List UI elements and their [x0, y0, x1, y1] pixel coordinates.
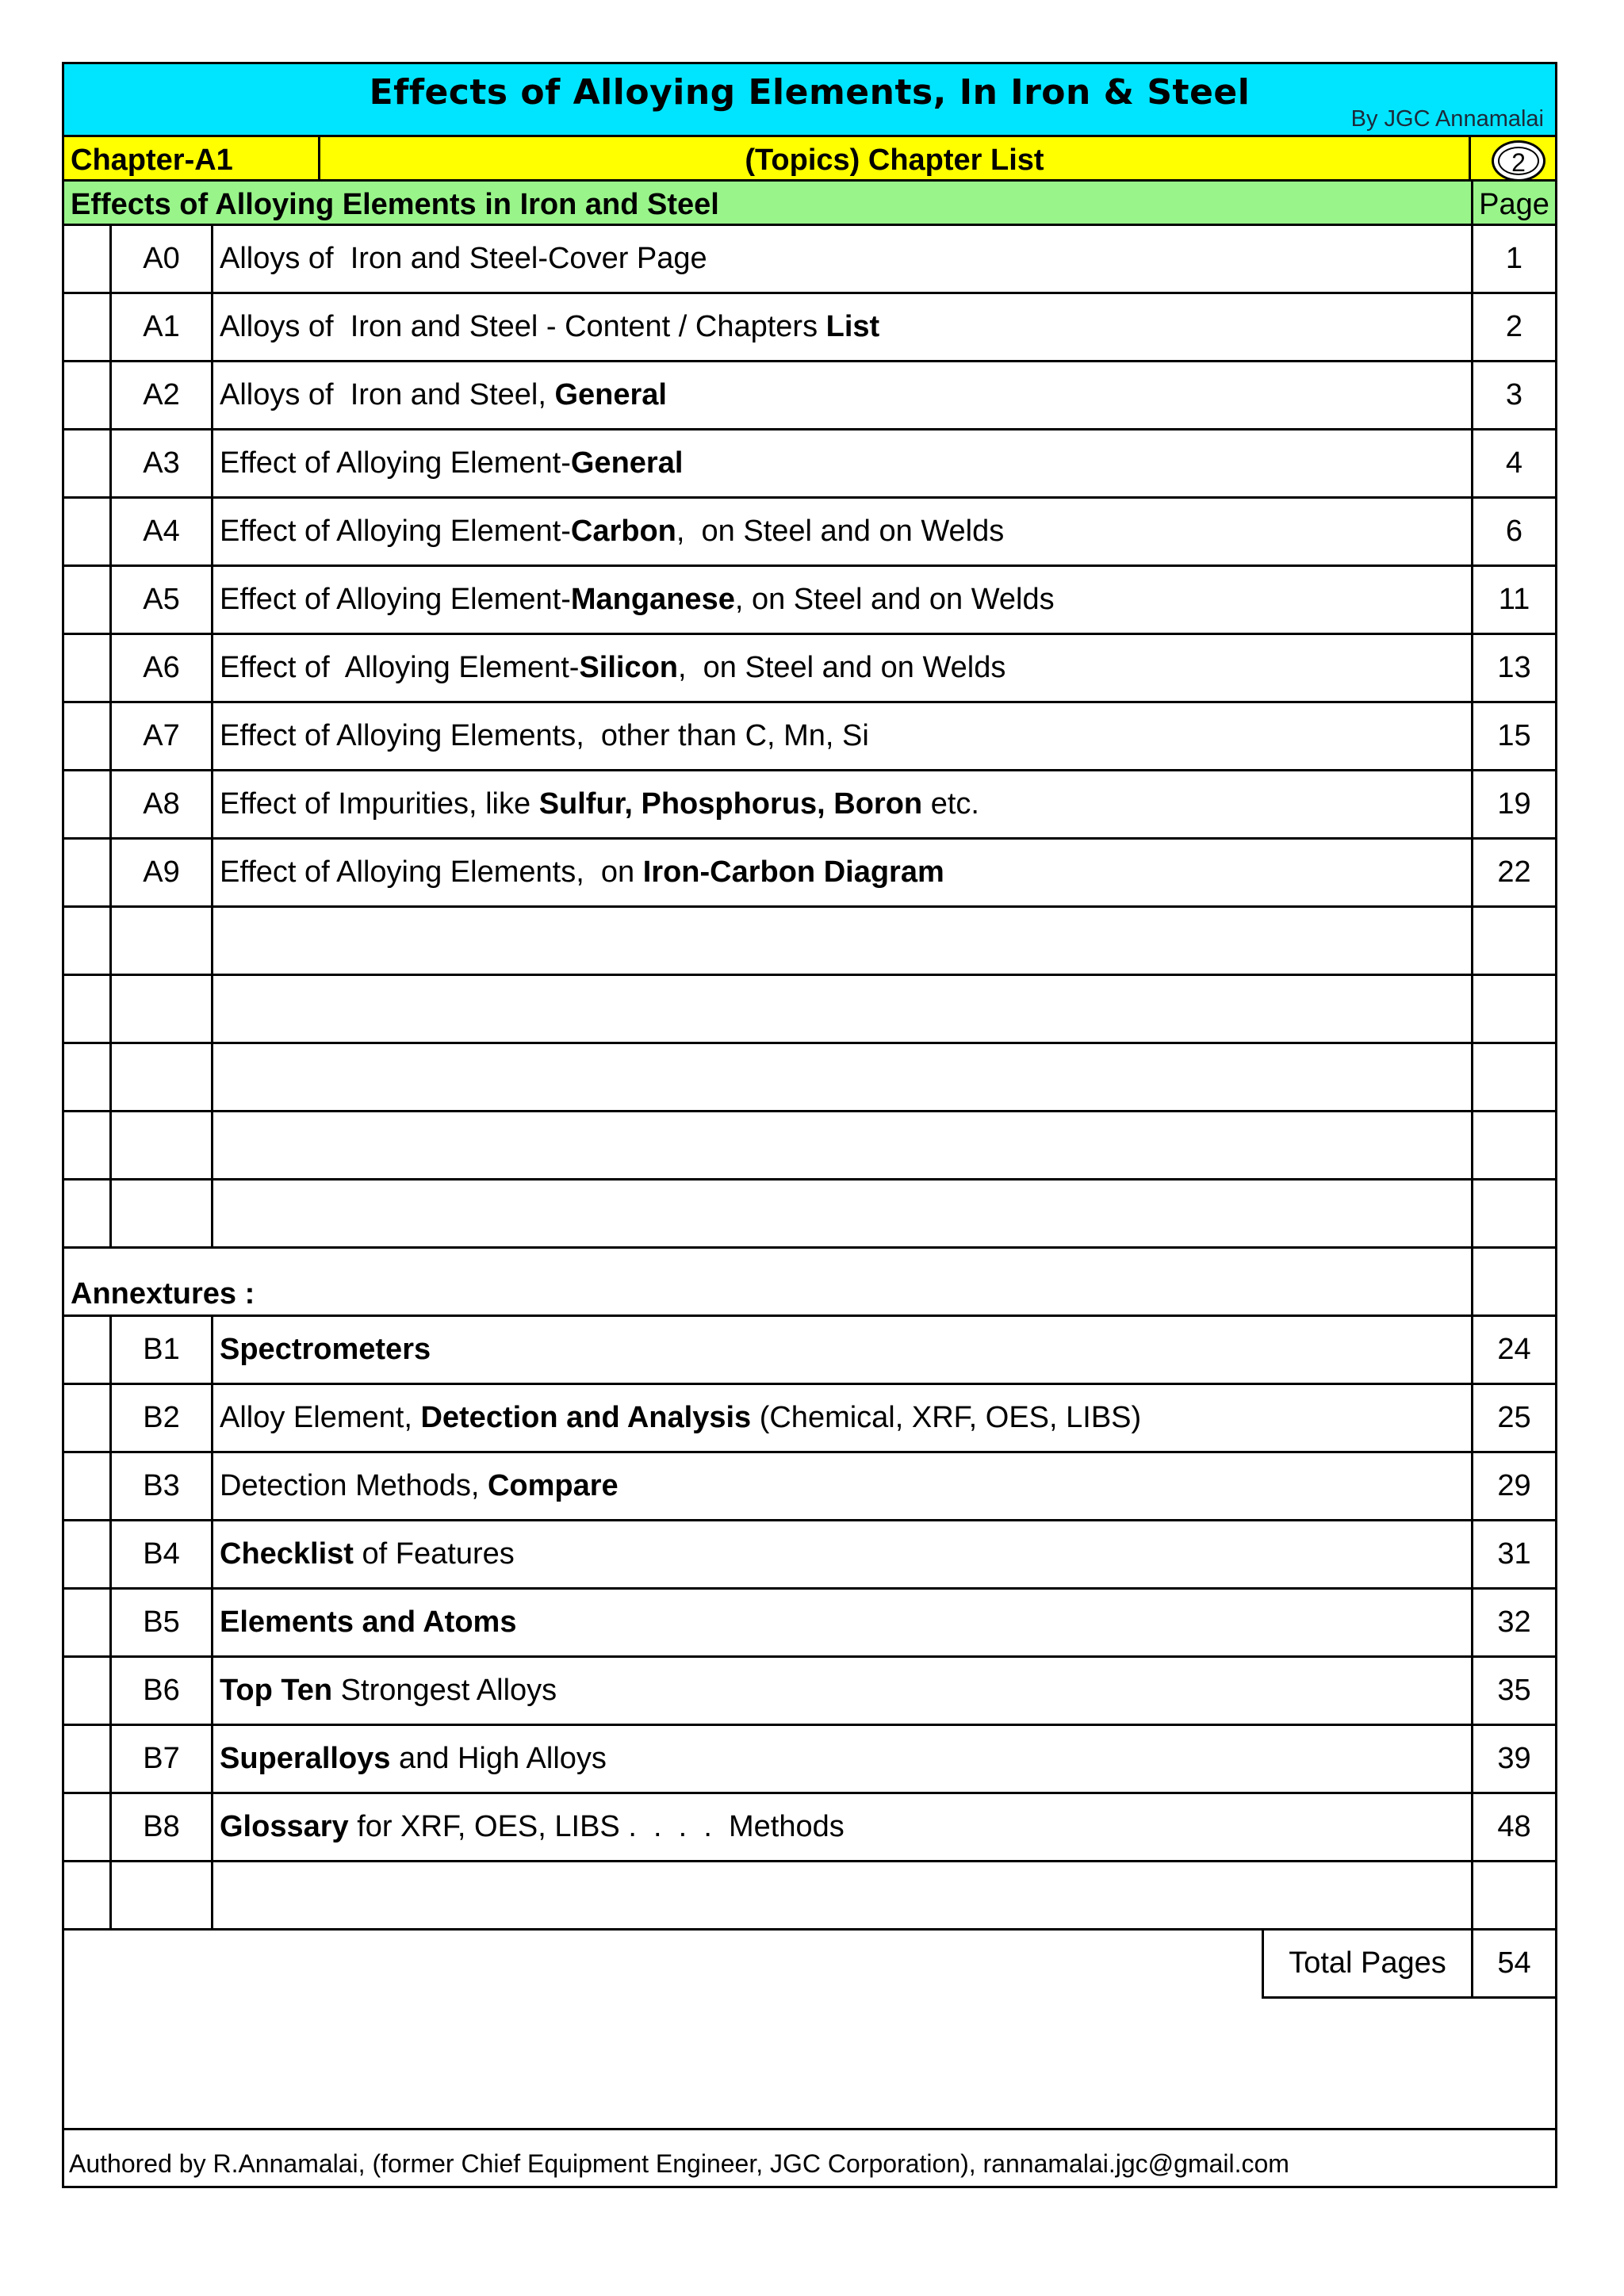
code-cell: B6 — [112, 1658, 213, 1724]
topic-text-bold: List — [825, 310, 880, 343]
blank-cell — [64, 1044, 112, 1110]
code-cell: A9 — [112, 840, 213, 905]
blank-cell — [64, 1794, 112, 1860]
blank-cell — [64, 1453, 112, 1519]
table-row — [64, 1794, 1555, 1862]
topic-text-bold: Spectrometers — [220, 1333, 431, 1366]
blank-cell — [64, 499, 112, 564]
blank-cell — [64, 430, 112, 496]
topic-text: , on Steel and on Welds — [676, 515, 1005, 548]
code-cell: B5 — [112, 1590, 213, 1655]
table-row — [64, 771, 1555, 840]
page-cell — [1471, 1862, 1555, 1928]
table-row — [64, 1521, 1555, 1590]
blank-cell — [64, 1590, 112, 1655]
total-pages-value: 54 — [1471, 1931, 1555, 1999]
page-cell: 6 — [1471, 499, 1555, 564]
topic-text-bold: Carbon — [570, 515, 676, 548]
topic-cell — [220, 1112, 1471, 1178]
code-cell: B8 — [112, 1794, 213, 1860]
code-cell — [112, 1112, 213, 1178]
page-column-header: Page — [1471, 182, 1555, 224]
topic-cell — [220, 1658, 1471, 1724]
topic-text-bold: Iron-Carbon Diagram — [642, 855, 944, 889]
blank-cell — [64, 1658, 112, 1724]
blank-cell — [64, 567, 112, 633]
page-cell: 48 — [1471, 1794, 1555, 1860]
blank-cell — [64, 1112, 112, 1178]
page-cell: 31 — [1471, 1521, 1555, 1587]
code-cell: A2 — [112, 362, 213, 428]
topic-cell — [220, 771, 1471, 837]
footer-divider — [64, 2128, 1555, 2130]
code-cell: B3 — [112, 1453, 213, 1519]
table-row — [64, 1112, 1555, 1181]
code-cell — [112, 976, 213, 1042]
topic-cell — [220, 499, 1471, 564]
page-cell: 35 — [1471, 1658, 1555, 1724]
topic-cell — [220, 362, 1471, 428]
page-cell: 19 — [1471, 771, 1555, 837]
table-row — [64, 1385, 1555, 1453]
page-cell: 13 — [1471, 635, 1555, 701]
topic-text: Effect of Alloying Element- — [220, 583, 571, 616]
topic-text: Effect of Alloying Element- — [220, 515, 571, 548]
table-row — [64, 703, 1555, 771]
topic-text: Alloys of Iron and Steel - Content / Chapters — [220, 310, 826, 343]
topic-cell — [220, 430, 1471, 496]
topic-cell — [220, 976, 1471, 1042]
topic-text: for XRF, OES, LIBS . . . . Methods — [348, 1810, 845, 1843]
table-row — [64, 908, 1555, 976]
code-cell: A5 — [112, 567, 213, 633]
topic-text: , on Steel and on Welds — [678, 651, 1006, 684]
page-cell: 24 — [1471, 1317, 1555, 1383]
topic-text-bold: Top Ten — [220, 1674, 333, 1707]
blank-cell — [64, 1181, 112, 1246]
topic-text-bold: Superalloys — [220, 1742, 391, 1775]
topic-text: Effect of Alloying Elements, on — [220, 855, 643, 889]
chapter-divider — [1469, 137, 1471, 179]
topic-text: Detection Methods, — [220, 1469, 488, 1502]
page-cell: 1 — [1471, 226, 1555, 292]
blank-cell — [64, 1862, 112, 1928]
topic-cell — [220, 635, 1471, 701]
table-row — [64, 1862, 1555, 1931]
table-row — [64, 430, 1555, 499]
code-cell: A0 — [112, 226, 213, 292]
section-title: Effects of Alloying Elements in Iron and Steel — [71, 188, 719, 221]
code-cell: A3 — [112, 430, 213, 496]
author-tag: By JGC Annamalai — [1350, 106, 1544, 132]
blank-cell — [64, 226, 112, 292]
code-cell: B2 — [112, 1385, 213, 1451]
code-cell: A6 — [112, 635, 213, 701]
topic-text: Effect of Alloying Element- — [220, 651, 580, 684]
table-row — [64, 294, 1555, 362]
topic-text: and High Alloys — [390, 1742, 607, 1775]
topic-cell — [220, 840, 1471, 905]
table-row — [64, 1044, 1555, 1112]
topic-cell — [220, 1317, 1471, 1383]
table-row — [64, 1726, 1555, 1794]
code-cell: B1 — [112, 1317, 213, 1383]
table-row — [64, 976, 1555, 1044]
table-row — [64, 1590, 1555, 1658]
page-cell: 29 — [1471, 1453, 1555, 1519]
topic-cell — [220, 1590, 1471, 1655]
table-row — [64, 226, 1555, 294]
page-cell — [1471, 1249, 1555, 1314]
page-cell: 22 — [1471, 840, 1555, 905]
page-cell — [1471, 1112, 1555, 1178]
topic-text-bold: Elements and Atoms — [220, 1605, 517, 1639]
blank-cell — [64, 1385, 112, 1451]
table-row — [64, 1181, 1555, 1249]
page-cell: 3 — [1471, 362, 1555, 428]
code-cell: A7 — [112, 703, 213, 769]
page-cell: 2 — [1471, 294, 1555, 360]
table-row — [64, 1658, 1555, 1726]
topic-text-bold: General — [570, 446, 684, 480]
topic-cell — [220, 703, 1471, 769]
chapter-label: Chapter-A1 — [71, 144, 233, 177]
title-bar — [64, 64, 1555, 137]
code-cell — [112, 1044, 213, 1110]
table-row — [64, 362, 1555, 430]
document-title: Effects of Alloying Elements, In Iron & Steel — [369, 72, 1251, 113]
blank-cell — [64, 840, 112, 905]
blank-cell — [64, 1726, 112, 1792]
topic-cell — [220, 1385, 1471, 1451]
topic-cell — [220, 567, 1471, 633]
footer-author-note: Authored by R.Annamalai, (former Chief Equipment Engineer, JGC Corporation), rannamalai.jgc@gmail.com — [69, 2149, 1289, 2178]
code-cell — [112, 908, 213, 974]
table-row — [64, 1453, 1555, 1521]
topic-cell — [220, 1044, 1471, 1110]
table-row — [64, 635, 1555, 703]
topic-text: etc. — [922, 787, 979, 821]
topic-text: Alloy Element, — [220, 1401, 421, 1434]
code-cell: B7 — [112, 1726, 213, 1792]
blank-cell — [64, 635, 112, 701]
topic-text-bold: General — [554, 378, 667, 411]
blank-cell — [64, 362, 112, 428]
document-sheet — [62, 62, 1557, 2188]
total-pages-label: Total Pages — [1262, 1931, 1471, 1999]
topic-cell — [220, 226, 1471, 292]
page-cell: 11 — [1471, 567, 1555, 633]
annexures-heading-row — [64, 1249, 1555, 1317]
code-cell — [112, 1181, 213, 1246]
blank-cell — [64, 703, 112, 769]
page-cell: 25 — [1471, 1385, 1555, 1451]
topic-text: Effect of Alloying Elements, other than C, Mn, Si — [220, 719, 869, 752]
section-bar — [64, 182, 1555, 226]
topic-text: (Chemical, XRF, OES, LIBS) — [751, 1401, 1142, 1434]
page-cell: 15 — [1471, 703, 1555, 769]
topic-text-bold: Compare — [487, 1469, 619, 1502]
page-cell: 32 — [1471, 1590, 1555, 1655]
page-cell — [1471, 1044, 1555, 1110]
topic-cell — [220, 1794, 1471, 1860]
page-number-badge — [1492, 140, 1545, 182]
topic-text-bold: Glossary — [220, 1810, 349, 1843]
topic-text-bold: Silicon — [579, 651, 678, 684]
code-cell: B4 — [112, 1521, 213, 1587]
page-cell — [1471, 1181, 1555, 1246]
topic-cell — [220, 1521, 1471, 1587]
chapter-title: (Topics) Chapter List — [745, 144, 1044, 177]
code-cell: A4 — [112, 499, 213, 564]
topic-text: , on Steel and on Welds — [734, 583, 1055, 616]
topic-text: Effect of Alloying Element- — [220, 446, 571, 480]
topic-text-bold: Sulfur, Phosphorus, Boron — [538, 787, 923, 821]
page-cell: 4 — [1471, 430, 1555, 496]
topic-text-bold: Detection and Analysis — [420, 1401, 752, 1434]
blank-cell — [64, 771, 112, 837]
blank-cell — [64, 976, 112, 1042]
blank-cell — [64, 1317, 112, 1383]
table-row — [64, 567, 1555, 635]
topic-text-bold: Checklist — [220, 1537, 354, 1571]
code-cell — [112, 1862, 213, 1928]
topic-text: of Features — [353, 1537, 515, 1571]
blank-cell — [64, 1521, 112, 1587]
page-cell — [1471, 908, 1555, 974]
topic-cell — [220, 1726, 1471, 1792]
code-cell: A1 — [112, 294, 213, 360]
topic-text: Alloys of Iron and Steel-Cover Page — [220, 242, 707, 275]
chapter-bar — [64, 137, 1555, 182]
table-row — [64, 499, 1555, 567]
page-cell — [1471, 976, 1555, 1042]
topic-text: Alloys of Iron and Steel, — [220, 378, 555, 411]
annexures-heading: Annextures : — [71, 1277, 255, 1311]
blank-cell — [64, 908, 112, 974]
topic-cell — [220, 1862, 1471, 1928]
topic-text-bold: Manganese — [570, 583, 735, 616]
topic-cell — [220, 294, 1471, 360]
code-cell: A8 — [112, 771, 213, 837]
page-number: 2 — [1498, 147, 1539, 175]
blank-cell — [64, 294, 112, 360]
topic-cell — [220, 908, 1471, 974]
topic-cell — [220, 1453, 1471, 1519]
table-row — [64, 840, 1555, 908]
table-row — [64, 1317, 1555, 1385]
topic-text: Strongest Alloys — [332, 1674, 557, 1707]
topic-text: Effect of Impurities, like — [220, 787, 539, 821]
topic-cell — [220, 1181, 1471, 1246]
page-cell: 39 — [1471, 1726, 1555, 1792]
